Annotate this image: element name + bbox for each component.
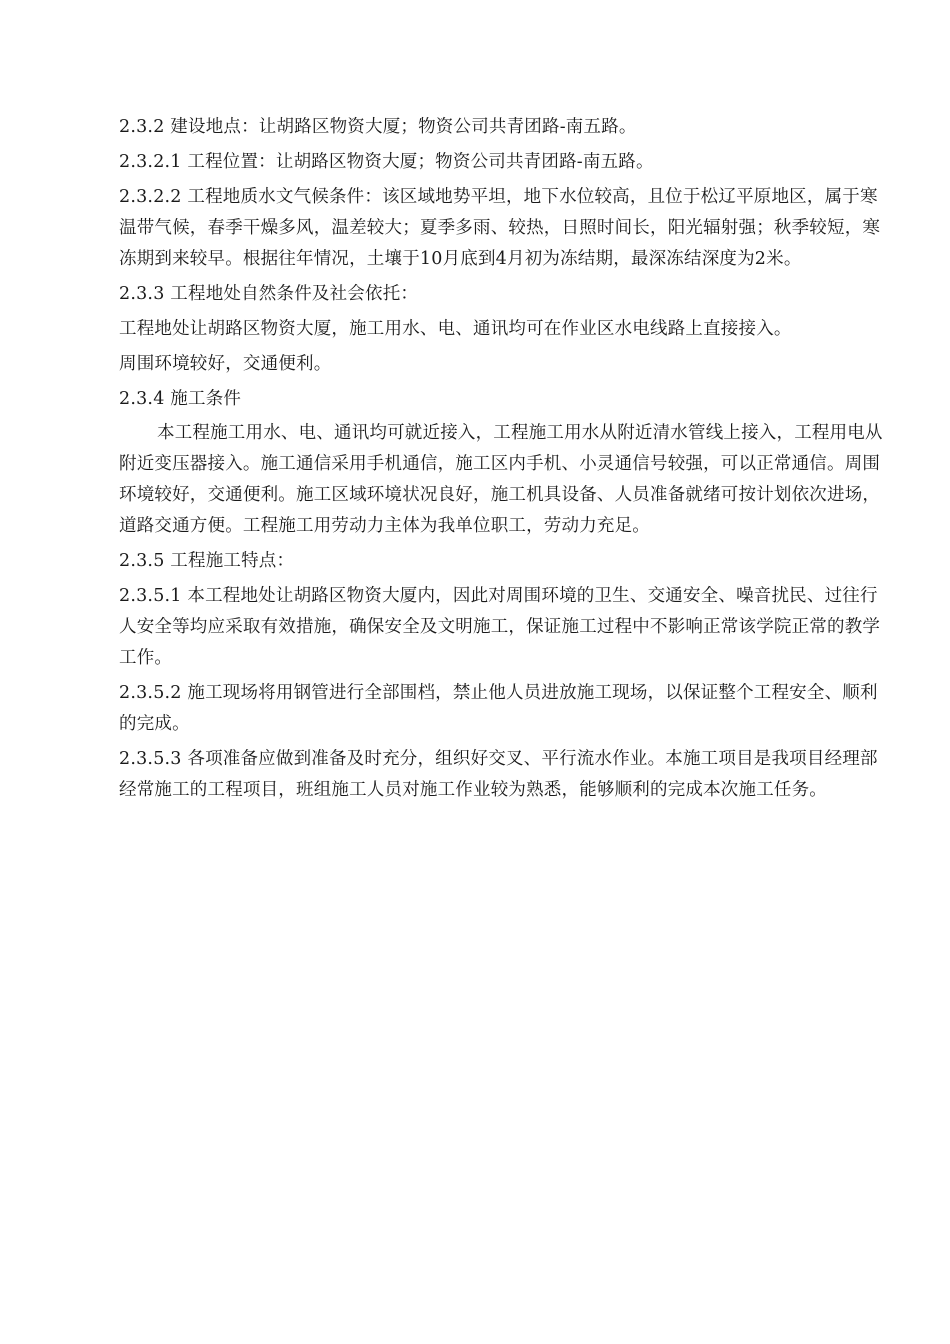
section-2-3-2-1-position: 2.3.2.1 工程位置：让胡路区物资大厦；物资公司共青团路-南五路。 — [119, 152, 654, 172]
section-2-3-5-1-body: 2.3.5.1 本工程地处让胡路区物资大厦内，因此对周围环境的卫生、交通安全、噪音扰民、过往行人安全等均应采取有效措施，确保安全及文明施工，保证施工过程中不影响正常该学院正常的教学工作。 — [119, 586, 881, 668]
section-2-3-4-body: 本工程施工用水、电、通讯均可就近接入，工程施工用水从附近清水管线上接入，工程用电从附近变压器接入。施工通信采用手机通信，施工区内手机、小灵通信号较强，可以正常通信。周围环境较好，交通便利。施工区域环境状况良好，施工机具设备、人员准备就绪可按计划依次进场，道路交通方便。工程施工用劳动力主体为我单位职工，劳动力充足。 — [119, 423, 883, 536]
section-2-3-4-heading: 2.3.4 施工条件 — [119, 389, 242, 409]
section-2-3-2-location: 2.3.2 建设地点：让胡路区物资大厦；物资公司共青团路-南五路。 — [119, 117, 637, 137]
section-2-3-2-2-geology-climate: 2.3.2.2 工程地质水文气候条件：该区域地势平坦，地下水位较高，且位于松辽平原地区，属于寒温带气候，春季干燥多风，温差较大；夏季多雨、较热，日照时间长，阳光辐射强；秋季较短，寒冻期到来较早。根据往年情况，土壤于10月底到4月初为冻结期，最深冻结深度为2米。 — [119, 187, 881, 269]
section-2-3-3-heading: 2.3.3 工程地处自然条件及社会依托： — [119, 284, 419, 304]
document-body — [119, 112, 884, 810]
section-2-3-3-utilities: 工程地处让胡路区物资大厦，施工用水、电、通讯均可在作业区水电线路上直接接入。 — [119, 319, 792, 339]
section-2-3-5-2-body: 2.3.5.2 施工现场将用钢管进行全部围档，禁止他人员进放施工现场，以保证整个工程安全、顺利的完成。 — [119, 683, 878, 734]
section-2-3-5-3-body: 2.3.5.3 各项准备应做到准备及时充分，组织好交叉、平行流水作业。本施工项目是我项目经理部经常施工的工程项目，班组施工人员对施工作业较为熟悉，能够顺利的完成本次施工任务。 — [119, 749, 878, 800]
section-2-3-3-environment: 周围环境较好，交通便利。 — [119, 354, 332, 374]
section-2-3-5-heading: 2.3.5 工程施工特点： — [119, 551, 295, 571]
